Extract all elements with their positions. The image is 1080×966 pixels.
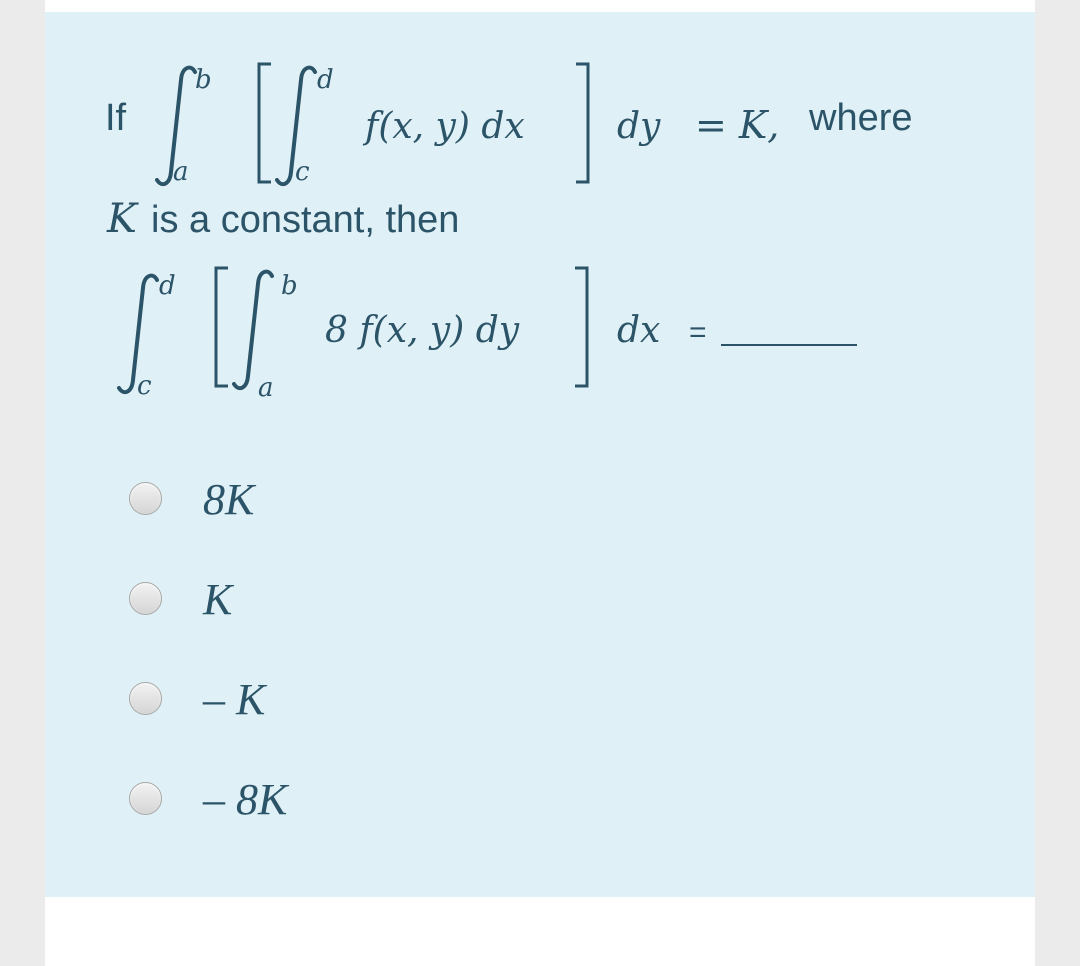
equals-K: = K, [695, 103, 780, 147]
question-math [45, 12, 1035, 432]
outer-upper-limit-1: b [195, 65, 212, 95]
inner-upper-limit-1: d [317, 65, 334, 95]
outer-lower-limit-1: a [173, 157, 189, 187]
radio-button[interactable] [129, 582, 162, 615]
inner-lower-limit-2: a [258, 373, 274, 403]
radio-button[interactable] [129, 782, 162, 815]
radio-button[interactable] [129, 482, 162, 515]
where-text: where [809, 97, 913, 139]
integrand-1: f(x, y) dx [365, 106, 525, 147]
left-bracket-2 [216, 268, 228, 386]
outer-lower-limit-2: c [137, 371, 152, 401]
right-bracket-1 [576, 64, 588, 182]
option-label: – K [203, 675, 266, 724]
question-panel [45, 12, 1035, 897]
outer-upper-limit-2: d [159, 271, 176, 301]
integral-sign-inner-2 [234, 272, 272, 389]
right-bracket-2 [575, 268, 587, 386]
inner-upper-limit-2: b [281, 271, 298, 301]
inner-lower-limit-1: c [295, 157, 310, 187]
question-text [45, 12, 1035, 432]
if-text: If [105, 97, 127, 139]
outer-differential-2: dx [617, 310, 661, 351]
option-label: 8K [203, 475, 255, 524]
constant-text: is a constant, then [151, 199, 460, 241]
radio-button[interactable] [129, 682, 162, 715]
option-1[interactable] [125, 472, 525, 532]
left-bracket-1 [259, 64, 271, 182]
equals-sign: = [689, 316, 707, 349]
option-label: K [203, 575, 233, 624]
option-label: – 8K [203, 775, 288, 824]
integrand-2: 8 f(x, y) dy [325, 310, 520, 351]
option-4[interactable] [125, 772, 525, 832]
option-3[interactable] [125, 672, 525, 732]
option-2[interactable] [125, 572, 525, 632]
constant-K: K [107, 196, 137, 242]
outer-differential-1: dy [617, 106, 661, 147]
